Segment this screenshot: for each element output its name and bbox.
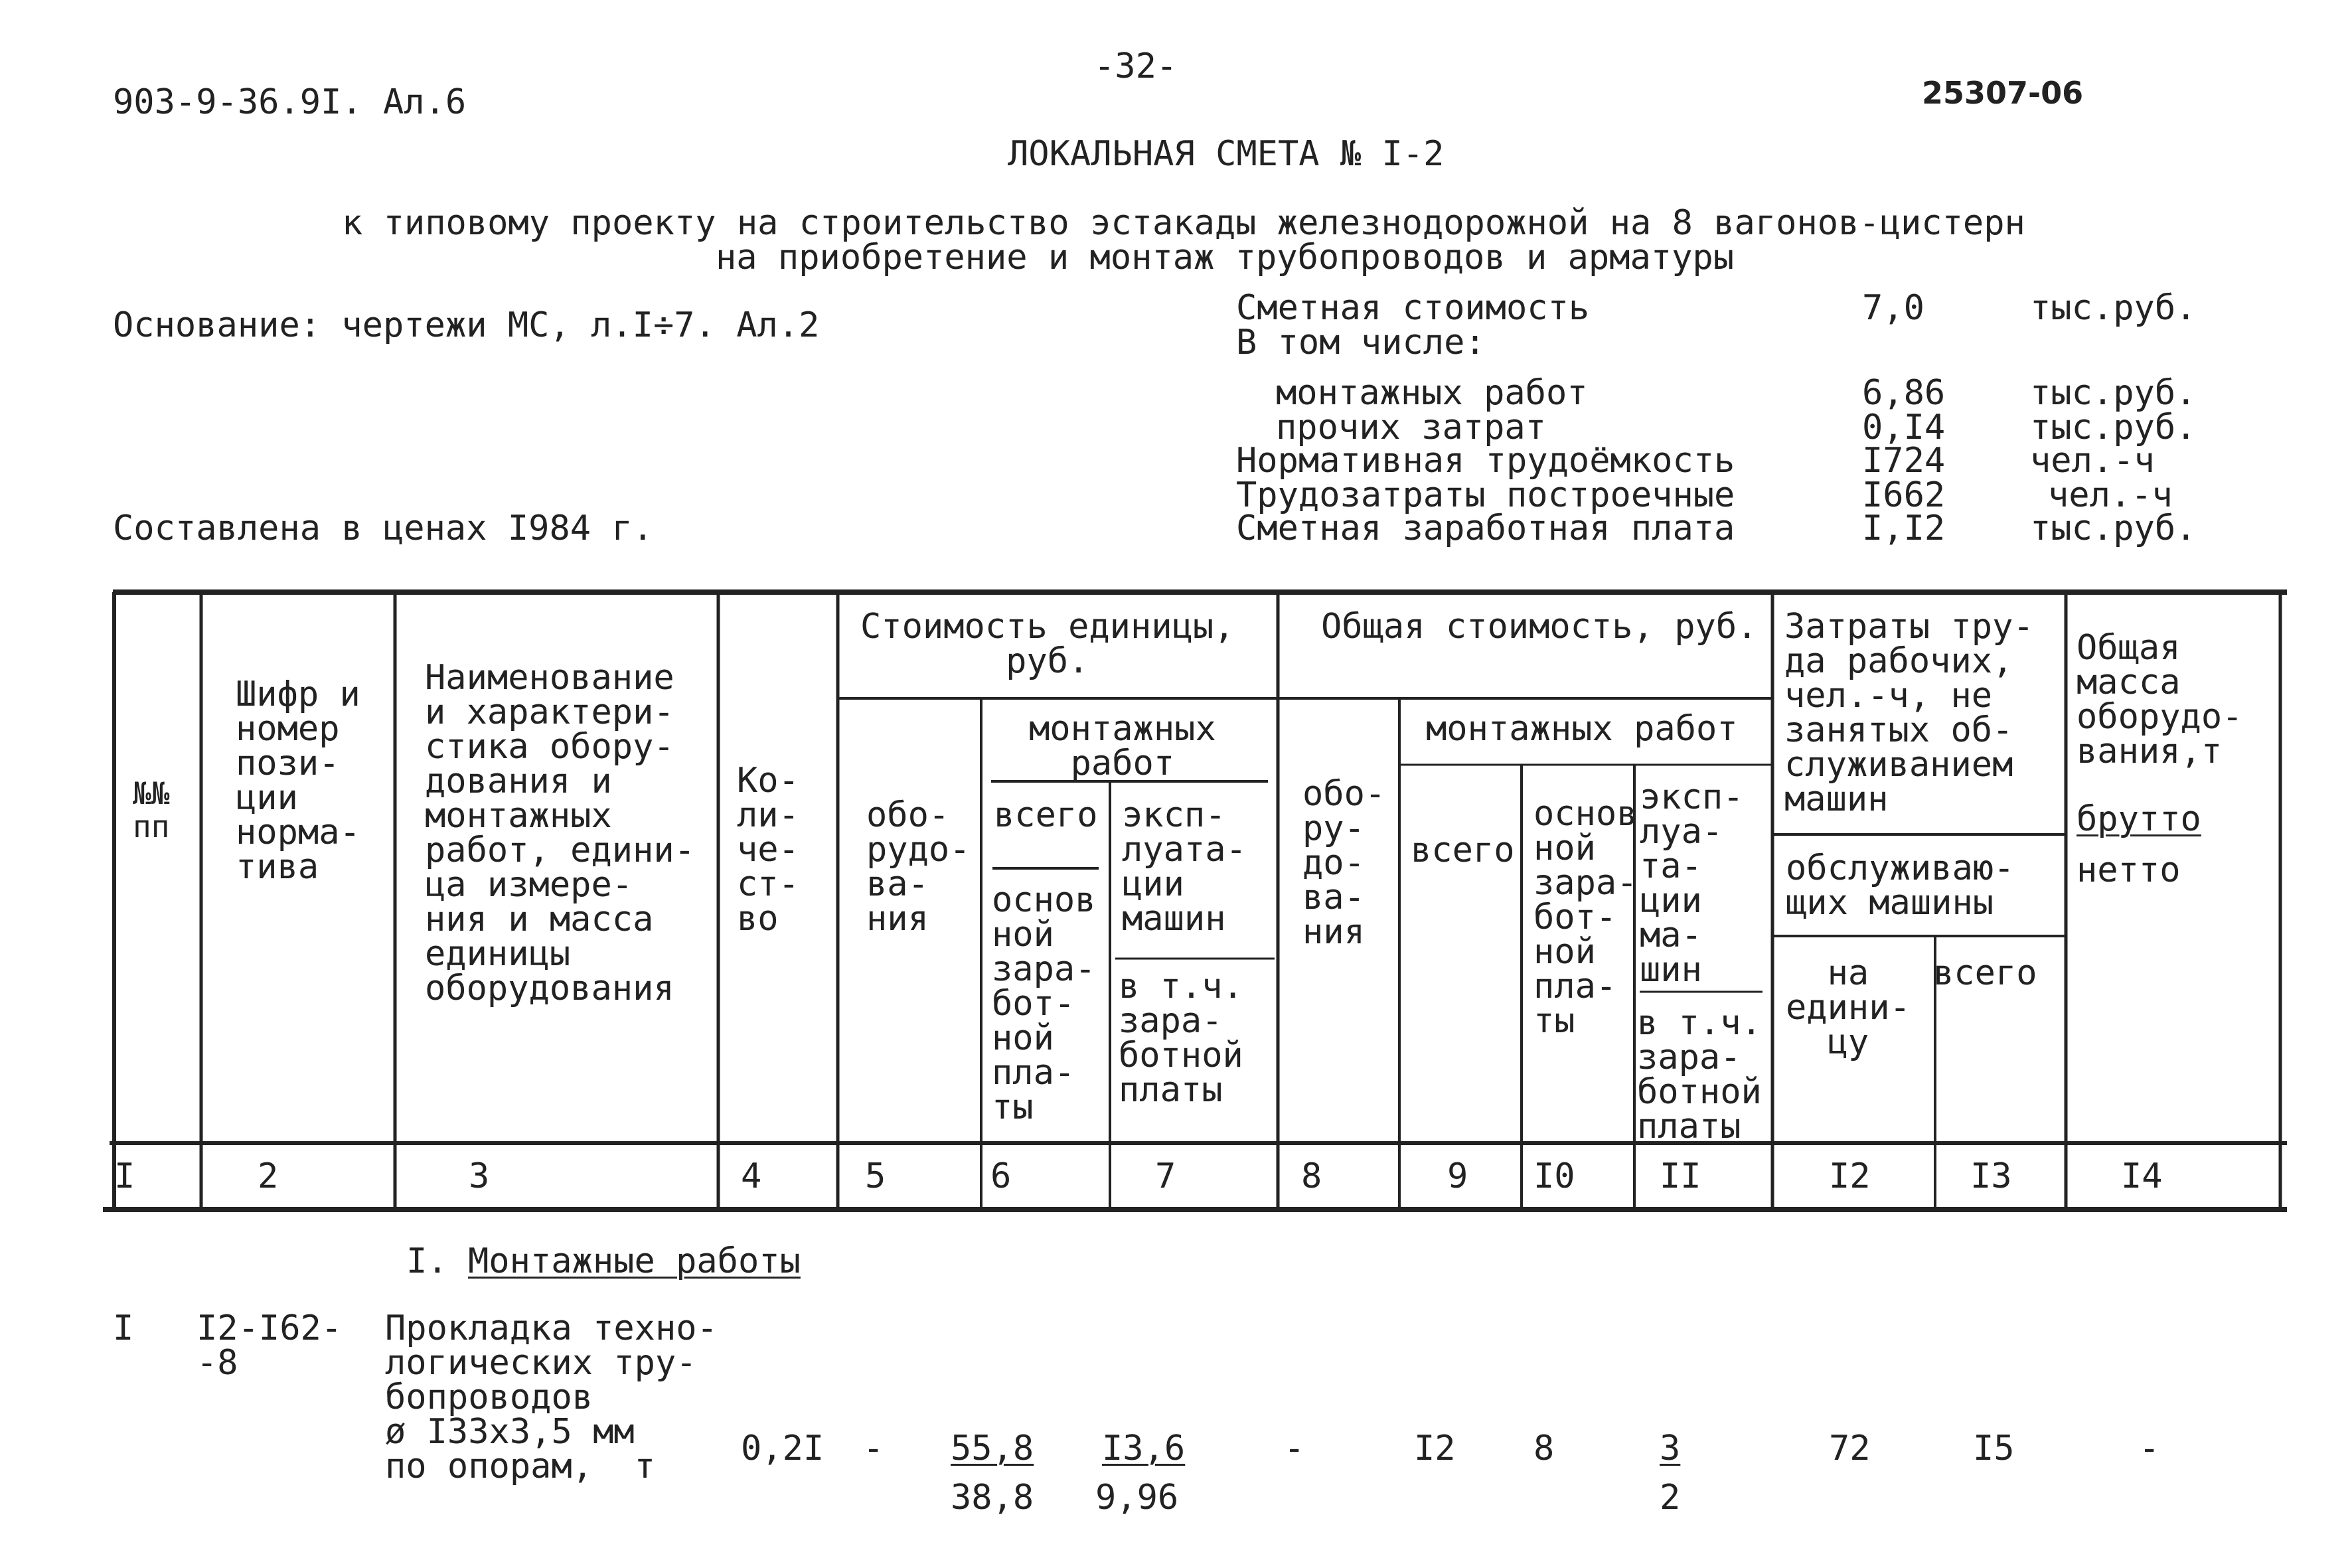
estimate-title: ЛОКАЛЬНАЯ СМЕТА № I-2: [1008, 134, 1445, 174]
stamp-number: 25307-06: [1922, 75, 2084, 111]
summary-label: Сметная стоимость: [1236, 288, 1590, 328]
row-labor-per-unit: 72: [1829, 1429, 1871, 1468]
row-quantity: 0,2I: [741, 1429, 824, 1468]
header-unit-machines-wage: в т.ч. зара- ботной платы: [1119, 967, 1243, 1110]
prices-year-text: Составлена в ценах I984 г.: [113, 509, 653, 548]
column-number: I4: [2121, 1156, 2163, 1196]
header-labor: Затраты тру- да рабочих, чел.-ч, не занятых об- служиванием машин: [1784, 607, 2034, 819]
row-unit-equipment: -: [863, 1429, 884, 1468]
summary-label: прочих затрат: [1276, 408, 1546, 447]
summary-unit: чел.-ч: [2048, 475, 2173, 515]
column-number: 5: [865, 1156, 886, 1196]
header-total-machines-wage: в т.ч. зара- ботной платы: [1637, 1003, 1762, 1146]
row-unit-base-wage: 38,8: [951, 1478, 1034, 1518]
page-number: -32-: [1094, 46, 1178, 86]
header-name: Наименование и характери- стика обору- дования и монтажных работ, едини- ца измере- ния и масса единицы оборудования: [425, 658, 695, 1008]
estimate-subtitle-line1: к типовому проекту на строительство эстакады железнодорожной на 8 вагонов-цистерн: [342, 203, 2025, 243]
summary-unit: тыс.руб.: [2030, 288, 2197, 328]
row-number: I: [113, 1308, 134, 1348]
header-unit-cost: Стоимость единицы, руб.: [860, 607, 1235, 681]
row-total-machines: 3: [1660, 1429, 1681, 1468]
row-labor-total: I5: [1973, 1429, 2015, 1468]
row-total-base-wage: 8: [1533, 1429, 1555, 1468]
header-unit-equipment: обо- рудо- ва- ния: [866, 795, 971, 939]
summary-unit: тыс.руб.: [2030, 408, 2197, 447]
column-number: I: [114, 1156, 135, 1196]
column-number: I0: [1533, 1156, 1575, 1196]
header-quantity: Ко- ли- че- ст- во: [737, 761, 799, 939]
row-total-equipment: -: [1284, 1429, 1305, 1468]
summary-value: 0,I4: [1862, 408, 1946, 447]
summary-value: I,I2: [1862, 509, 1946, 548]
header-mass-net: нетто: [2077, 850, 2181, 890]
header-total-base-wage: основ ной зара- бот- ной пла- ты: [1533, 794, 1638, 1041]
summary-label: Нормативная трудоёмкость: [1236, 441, 1735, 481]
column-number: 2: [258, 1156, 279, 1196]
row-name: Прокладка техно- логических тру- бопроводов ø I33х3,5 мм по опорам, т: [385, 1308, 718, 1486]
column-number: I3: [1970, 1156, 2012, 1196]
header-unit-machines: эксп- луата- ции машин: [1122, 795, 1247, 939]
header-total-equipment: обо- ру- до- ва- ния: [1302, 774, 1386, 952]
row-code: I2-I62- -8: [196, 1308, 343, 1383]
header-mass: Общая масса оборудо- вания,т: [2077, 628, 2243, 771]
summary-value: I662: [1862, 475, 1946, 515]
header-labor-per-unit: на едини- цу: [1786, 953, 1911, 1062]
row-total-machines-wage: 2: [1660, 1478, 1681, 1518]
summary-value: 7,0: [1862, 288, 1924, 328]
summary-label: Трудозатраты построечные: [1236, 475, 1735, 515]
summary-unit: тыс.руб.: [2030, 373, 2197, 413]
section-name: Монтажные работы: [468, 1241, 801, 1281]
summary-unit: чел.-ч: [2030, 441, 2155, 481]
column-number: 8: [1301, 1156, 1322, 1196]
column-number: 9: [1447, 1156, 1468, 1196]
column-number: I2: [1829, 1156, 1871, 1196]
header-mass-gross: брутто: [2077, 799, 2201, 839]
summary-label: Сметная заработная плата: [1236, 509, 1735, 548]
summary-label: В том числе:: [1236, 323, 1486, 362]
header-unit-total: всего: [994, 795, 1098, 835]
summary-label: монтажных работ: [1276, 373, 1588, 413]
row-mass: -: [2139, 1429, 2160, 1468]
column-number: 6: [990, 1156, 1012, 1196]
column-number: II: [1660, 1156, 1701, 1196]
header-total-mount: монтажных работ: [1426, 709, 1738, 749]
header-labor-total: всего: [1933, 953, 2037, 993]
document-code: 903-9-36.9I. Ал.6: [113, 82, 467, 122]
column-number: 4: [741, 1156, 762, 1196]
row-unit-total: 55,8: [951, 1429, 1034, 1468]
header-unit-mount: монтажных работ: [1029, 709, 1216, 783]
estimate-subtitle-line2: на приобретение и монтаж трубопроводов и арматуры: [716, 238, 1735, 277]
section-prefix: I.: [406, 1241, 448, 1281]
basis-text: Основание: чертежи МС, л.I÷7. Ал.2: [113, 305, 820, 345]
header-row-number: №№ пп: [133, 775, 170, 844]
summary-unit: тыс.руб.: [2030, 509, 2197, 548]
header-labor-machines: обслуживаю- щих машины: [1786, 848, 2015, 923]
summary-value: I724: [1862, 441, 1946, 481]
row-total-total: I2: [1414, 1429, 1456, 1468]
row-unit-machines: I3,6: [1102, 1429, 1186, 1468]
header-total-cost: Общая стоимость, руб.: [1321, 607, 1758, 647]
header-total-total: всего: [1411, 830, 1515, 870]
summary-value: 6,86: [1862, 373, 1946, 413]
column-number: 7: [1155, 1156, 1176, 1196]
header-unit-base-wage: основ ной зара- бот- ной пла- ты: [992, 880, 1096, 1127]
header-code: Шифр и номер пози- ции норма- тива: [236, 674, 360, 887]
column-number: 3: [469, 1156, 490, 1196]
header-total-machines: эксп- луа- та- ции ма- шин: [1640, 777, 1744, 990]
row-unit-machines-wage: 9,96: [1095, 1478, 1179, 1518]
